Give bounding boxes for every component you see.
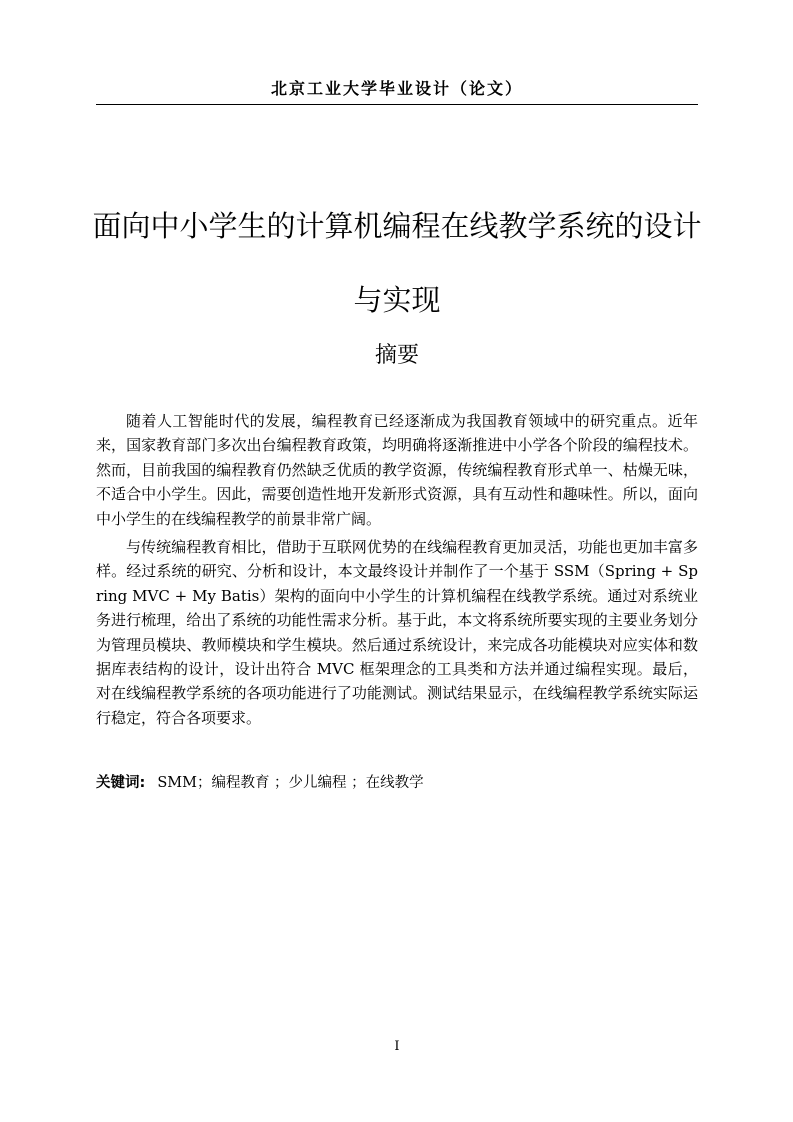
keywords-value: SMM；编程教育 ；少儿编程 ；在线教学 <box>157 775 424 791</box>
abstract-paragraph-1: 随着人工智能时代的发展，编程教育已经逐渐成为我国教育领域中的研究重点。近年来，国家教育部门多次出台编程教育政策，均明确将逐渐推进中小学各个阶段的编程技术。然而，目前我国的编程教育仍然缺乏优质的教学资源，传统编程教育形式单一、枯燥无味，不适合中小学生。因此，需要创造性地开发新形式资源，具有互动性和趣味性。所以，面向中小学生的在线编程教学的前景非常广阔。 <box>96 412 698 528</box>
keywords-label: 关键词: <box>96 775 146 791</box>
page-number: I <box>394 1039 400 1054</box>
running-header: 北京工业大学毕业设计（论文） <box>270 79 523 98</box>
abstract-heading: 摘要 <box>374 343 419 368</box>
abstract-paragraph-2: 与传统编程教育相比，借助于互联网优势的在线编程教育更加灵活，功能也更加丰富多样。经过系统的研究、分析和设计，本文最终设计并制作了一个基于 SSM（Spring + Spring MVC + My Batis）架构的面向中小学生的计算机编程在线教学系统。通过对系统业务进行梳理，给出了系统的功能性需求分析。基于此，本文将系统所要实现的主要业务划分为管理员模块、教师模块和学生模块。然后通过系统设计，来完成各功能模块对应实体和数据库表结构的设计，设计出符合 MVC 框架理念的工具类和方法并通过编程实现。最后，对在线编程教学系统的各项功能进行了功能测试。测试结果显示，在线编程教学系统实际运行稳定，符合各项要求。 <box>96 538 698 727</box>
abstract-body <box>96 409 698 734</box>
header-rule <box>96 104 698 105</box>
keywords-line <box>96 772 698 794</box>
thesis-title: 面向中小学生的计算机编程在线教学系统的设计与实现 <box>92 209 702 317</box>
